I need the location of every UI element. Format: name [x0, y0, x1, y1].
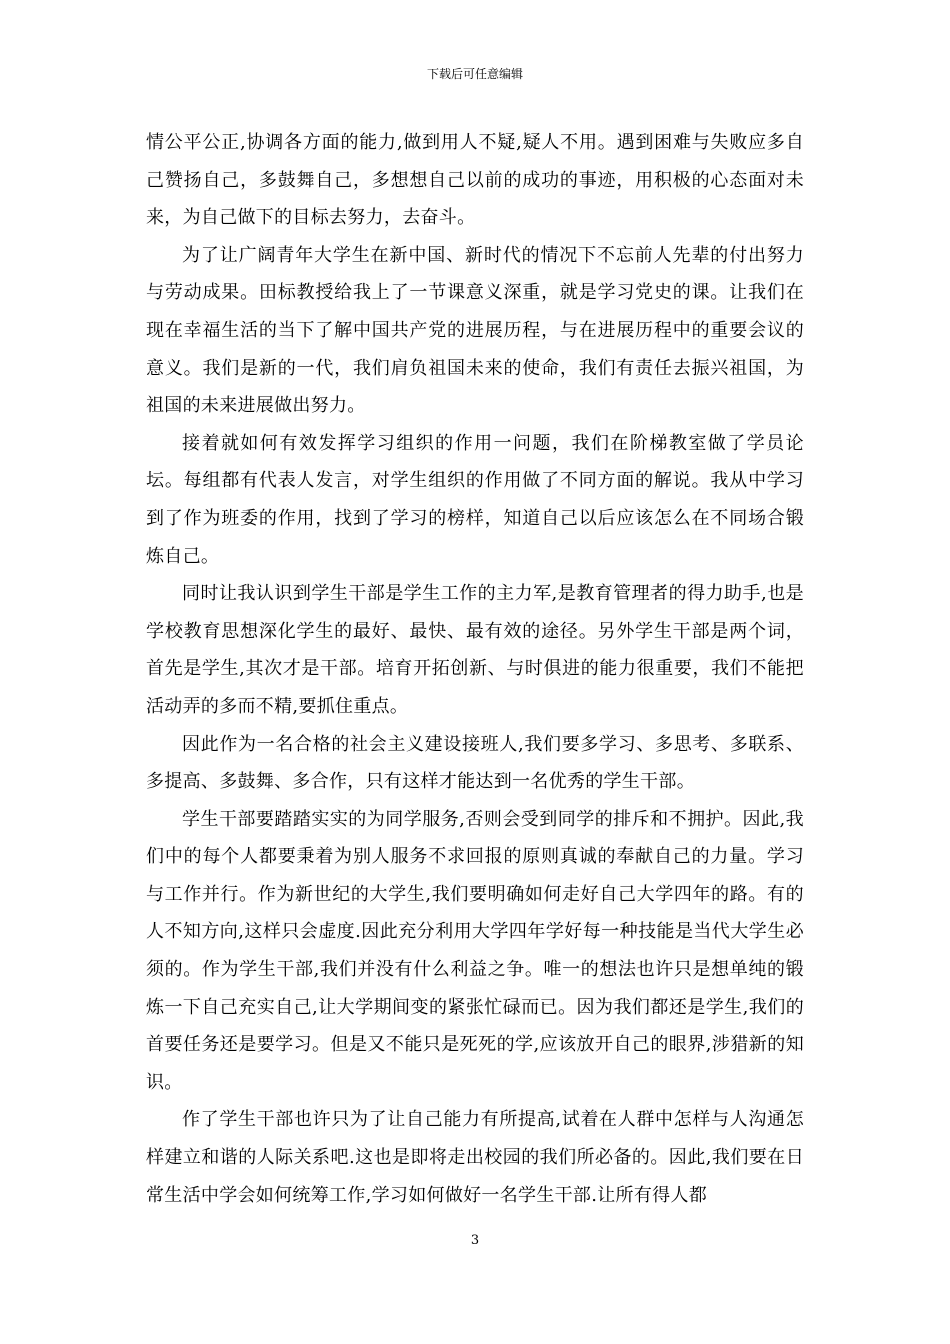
paragraph: 学生干部要踏踏实实的为同学服务,否则会受到同学的排斥和不拥护。因此,我们中的每个人都要秉着为别人服务不求回报的原则真诚的奉献自己的力量。学习与工作并行。作为新世纪的大学生,我们要明确如何走好自己大学四年的路。有的人不知方向,这样只会虚度.因此充分利用大学四年学好每一种技能是当代大学生必须的。作为学生干部,我们并没有什么利益之争。唯一的想法也许只是想单纯的锻炼一下自己充实自己,让大学期间变的紧张忙碌而已。因为我们都还是学生,我们的首要任务还是要学习。但是又不能只是死死的学,应该放开自己的眼界,涉猎新的知识。 [146, 808, 804, 1093]
paragraph: 作了学生干部也许只为了让自己能力有所提高,试着在人群中怎样与人沟通怎样建立和谐的人际关系吧.这也是即将走出校园的我们所必备的。因此,我们要在日常生活中学会如何统筹工作,学习如何做好一名学生干部.让所有得人都 [146, 1109, 804, 1206]
paragraph: 接着就如何有效发挥学习组织的作用一问题，我们在阶梯教室做了学员论坛。每组都有代表人发言，对学生组织的作用做了不同方面的解说。我从中学习到了作为班委的作用，找到了学习的榜样，知道自己以后应该怎么在不同场合锻炼自己。 [146, 432, 804, 567]
page-header: 下载后可任意编辑 [426, 67, 523, 81]
page-number: 3 [470, 1233, 480, 1248]
paragraph: 因此作为一名合格的社会主义建设接班人,我们要多学习、多思考、多联系、多提高、多鼓舞、多合作，只有这样才能达到一名优秀的学生干部。 [146, 733, 804, 793]
paragraph: 为了让广阔青年大学生在新中国、新时代的情况下不忘前人先辈的付出努力与劳动成果。田标教授给我上了一节课意义深重，就是学习党史的课。让我们在现在幸福生活的当下了解中国共产党的进展历程，与在进展历程中的重要会议的意义。我们是新的一代，我们肩负祖国未来的使命，我们有责任去振兴祖国，为祖国的未来进展做出努力。 [146, 244, 804, 417]
document-body [146, 124, 804, 1214]
paragraph: 情公平公正,协调各方面的能力,做到用人不疑,疑人不用。遇到困难与失败应多自己赞扬自己，多鼓舞自己，多想想自己以前的成功的事迹，用积极的心态面对未来，为自己做下的目标去努力，去奋斗。 [146, 132, 804, 229]
paragraph: 同时让我认识到学生干部是学生工作的主力军,是教育管理者的得力助手,也是学校教育思想深化学生的最好、最快、最有效的途径。另外学生干部是两个词，首先是学生,其次才是干部。培育开拓创新、与时俱进的能力很重要，我们不能把活动弄的多而不精,要抓住重点。 [146, 583, 804, 717]
